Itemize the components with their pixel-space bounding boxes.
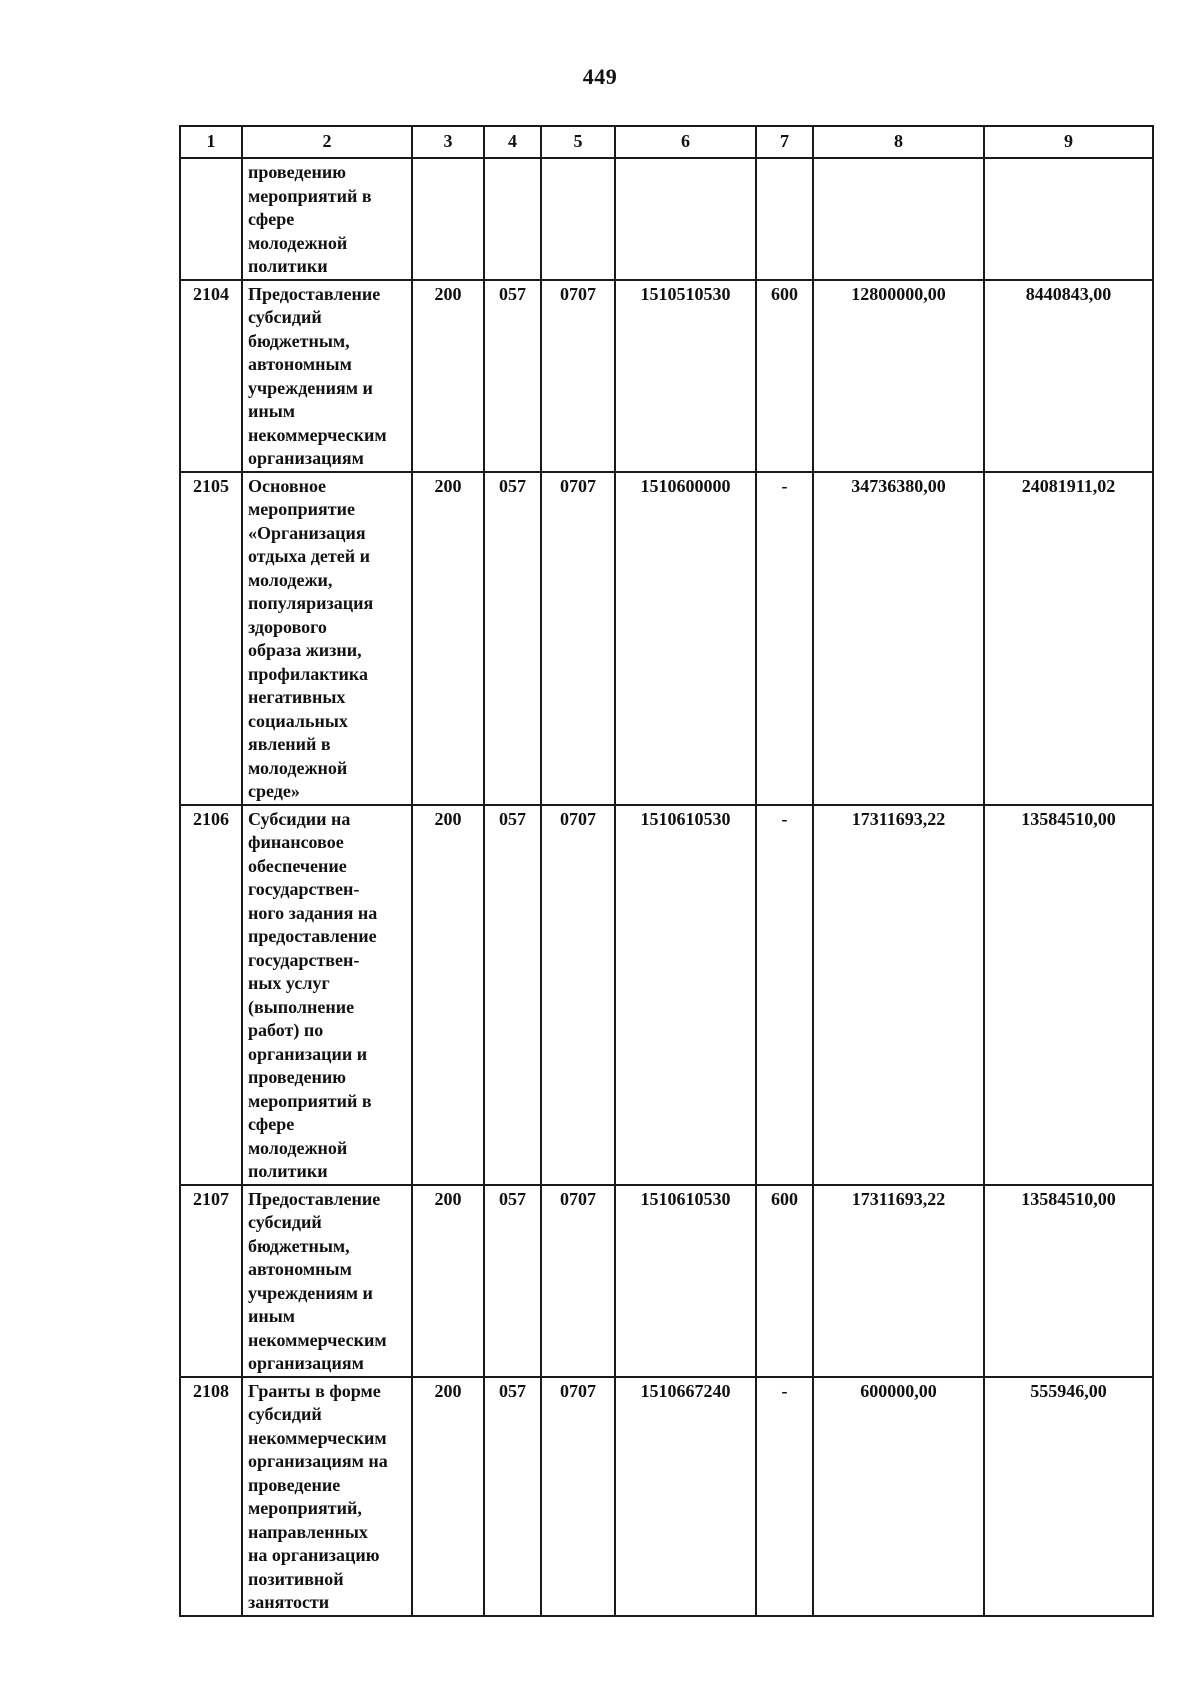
col-8-amount: 17311693,22 xyxy=(813,805,984,1185)
header-cell-2: 2 xyxy=(242,126,412,158)
header-cell-5: 5 xyxy=(541,126,615,158)
col-6-value: 1510667240 xyxy=(615,1377,756,1616)
header-cell-1: 1 xyxy=(180,126,242,158)
continuation-row xyxy=(180,158,1153,280)
col-3-value: 200 xyxy=(412,1185,484,1377)
header-row xyxy=(180,126,1153,158)
row-description: Предоставление субсидий бюджетным, автономным учреждениям и иным некоммерческим организациям xyxy=(242,280,412,472)
col-4-value: 057 xyxy=(484,805,541,1185)
row-number: 2108 xyxy=(180,1377,242,1616)
col-3-value: 200 xyxy=(412,1377,484,1616)
col-3-value: 200 xyxy=(412,472,484,805)
col-8-amount: 17311693,22 xyxy=(813,1185,984,1377)
col-5-value: 0707 xyxy=(541,472,615,805)
col-7-value: 600 xyxy=(756,280,813,472)
continuation-num-cell xyxy=(180,158,242,280)
header-cell-6: 6 xyxy=(615,126,756,158)
col-6-value: 1510610530 xyxy=(615,1185,756,1377)
col-4-value: 057 xyxy=(484,1377,541,1616)
table-row xyxy=(180,280,1153,472)
col-9-amount: 13584510,00 xyxy=(984,1185,1153,1377)
row-description: Гранты в форме субсидий некоммерческим организациям на проведение мероприятий, направленных на организацию позитивной занятости xyxy=(242,1377,412,1616)
col-3-value: 200 xyxy=(412,280,484,472)
continuation-empty-cell xyxy=(984,158,1153,280)
col-7-value: - xyxy=(756,1377,813,1616)
continuation-empty-cell xyxy=(813,158,984,280)
table-row xyxy=(180,1377,1153,1616)
continuation-empty-cell xyxy=(412,158,484,280)
header-cell-9: 9 xyxy=(984,126,1153,158)
continuation-empty-cell xyxy=(484,158,541,280)
continuation-empty-cell xyxy=(756,158,813,280)
header-cell-7: 7 xyxy=(756,126,813,158)
col-5-value: 0707 xyxy=(541,1185,615,1377)
header-cell-4: 4 xyxy=(484,126,541,158)
col-9-amount: 8440843,00 xyxy=(984,280,1153,472)
table-row xyxy=(180,805,1153,1185)
continuation-text: проведению мероприятий в сфере молодежной политики xyxy=(242,158,412,280)
col-8-amount: 600000,00 xyxy=(813,1377,984,1616)
col-7-value: - xyxy=(756,805,813,1185)
col-9-amount: 13584510,00 xyxy=(984,805,1153,1185)
col-4-value: 057 xyxy=(484,1185,541,1377)
row-description: Основное мероприятие «Организация отдыха детей и молодежи, популяризация здорового образа жизни, профилактика негативных социальных явлений в молодежной среде» xyxy=(242,472,412,805)
col-5-value: 0707 xyxy=(541,805,615,1185)
col-6-value: 1510610530 xyxy=(615,805,756,1185)
col-7-value: - xyxy=(756,472,813,805)
row-number: 2106 xyxy=(180,805,242,1185)
col-4-value: 057 xyxy=(484,280,541,472)
col-5-value: 0707 xyxy=(541,1377,615,1616)
col-3-value: 200 xyxy=(412,805,484,1185)
row-description: Предоставление субсидий бюджетным, автономным учреждениям и иным некоммерческим организациям xyxy=(242,1185,412,1377)
col-9-amount: 555946,00 xyxy=(984,1377,1153,1616)
header-cell-3: 3 xyxy=(412,126,484,158)
col-6-value: 1510600000 xyxy=(615,472,756,805)
col-7-value: 600 xyxy=(756,1185,813,1377)
header-cell-8: 8 xyxy=(813,126,984,158)
page-number: 449 xyxy=(582,64,618,89)
row-number: 2105 xyxy=(180,472,242,805)
row-description: Субсидии на финансовое обеспечение государствен- ного задания на предоставление государствен- ных услуг (выполнение работ) по организации и проведению мероприятий в сфере молодежной политики xyxy=(242,805,412,1185)
table-row xyxy=(180,472,1153,805)
continuation-empty-cell xyxy=(615,158,756,280)
col-4-value: 057 xyxy=(484,472,541,805)
col-9-amount: 24081911,02 xyxy=(984,472,1153,805)
row-number: 2104 xyxy=(180,280,242,472)
col-8-amount: 12800000,00 xyxy=(813,280,984,472)
continuation-empty-cell xyxy=(541,158,615,280)
row-number: 2107 xyxy=(180,1185,242,1377)
col-8-amount: 34736380,00 xyxy=(813,472,984,805)
budget-table xyxy=(179,125,1154,1617)
table-row xyxy=(180,1185,1153,1377)
col-5-value: 0707 xyxy=(541,280,615,472)
col-6-value: 1510510530 xyxy=(615,280,756,472)
